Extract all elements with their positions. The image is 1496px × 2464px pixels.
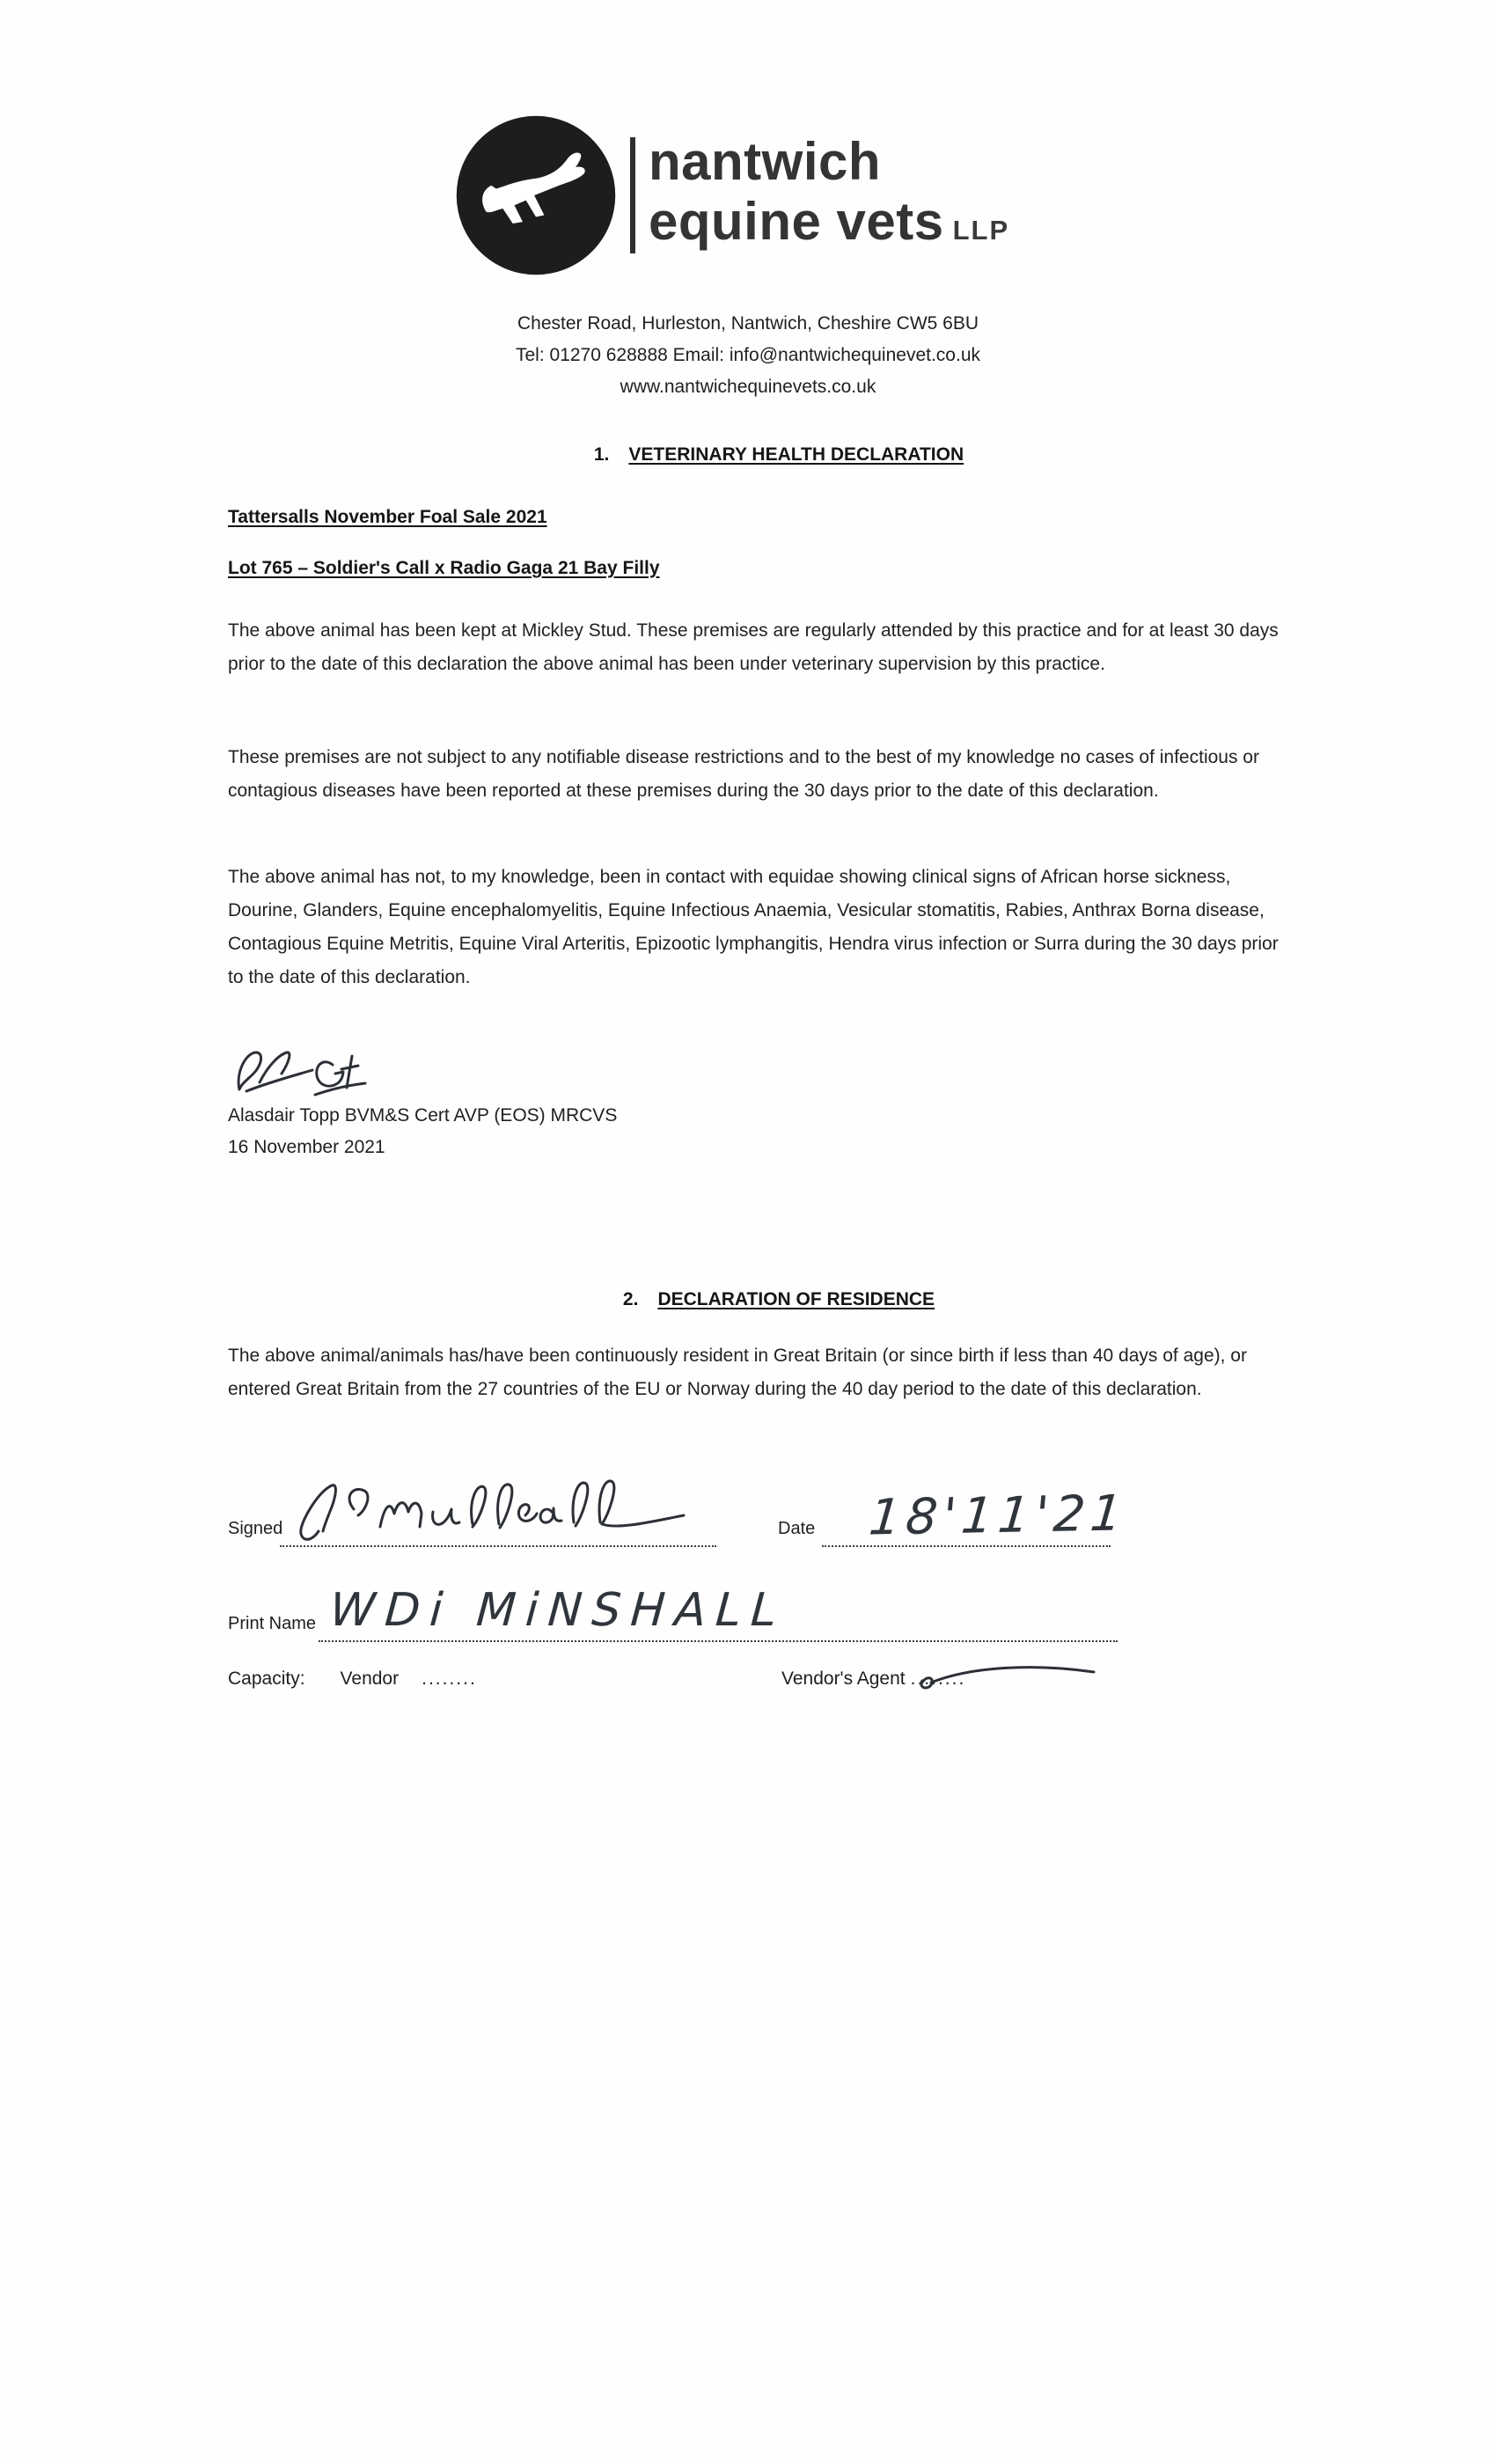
vendor-agent-label: Vendor's Agent <box>781 1668 906 1689</box>
date-label: Date <box>778 1519 816 1538</box>
section2-number: 2. <box>622 1289 639 1309</box>
section2-title: DECLARATION OF RESIDENCE <box>657 1289 935 1309</box>
date-dotted-line <box>822 1545 1111 1547</box>
section1-title: VETERINARY HEALTH DECLARATION <box>628 444 964 465</box>
signed-label: Signed <box>228 1519 283 1538</box>
section1-paragraph-3: The above animal has not, to my knowledge, been in contact with equidae showing clinical signs of African horse sickness, Dourine, Glanders, Equine encephalomyelitis, Equine Infectious Anaemia, Vesicular stomatitis, Rabies, Anthrax Borna disease, Contagious Equine Metritis, Equine Viral Arteritis, Epizootic lymphangitis, Hendra virus infection or Surra during the 30 days prior to the date of this declaration. <box>228 867 1279 987</box>
vendor-option-label: Vendor <box>340 1668 400 1689</box>
clinic-contact-line: Tel: 01270 628888 Email: info@nantwichequinevet.co.uk <box>516 345 980 365</box>
leaping-horse-logo-icon <box>453 113 619 278</box>
vendor-dots: ........ <box>422 1668 477 1689</box>
clinic-address-block <box>0 308 1496 403</box>
capacity-row <box>228 1668 477 1690</box>
clinic-address-line: Chester Road, Hurleston, Nantwich, Cheshire CW5 6BU <box>517 313 979 334</box>
brand-suffix: LLP <box>952 215 1010 246</box>
section1-paragraph-2: These premises are not subject to any notifiable disease restrictions and to the best of my knowledge no cases of infectious or contagious diseases have been reported at these premises during the 30 days prior to the date of this declaration. <box>228 747 1259 801</box>
lot-title: Lot 765 – Soldier's Call x Radio Gaga 21 Bay Filly <box>228 558 660 578</box>
section1-paragraph-1: The above animal has been kept at Mickley Stud. These premises are regularly attended by this practice and for at least 30 days prior to the date of this declaration the above animal has been under veterinary supervision by this practice. <box>228 620 1279 674</box>
brand-line2: equine vets LLP <box>649 192 1010 251</box>
vet-name-line: Alasdair Topp BVM&S Cert AVP (EOS) MRCVS <box>228 1105 618 1126</box>
section2-paragraph: The above animal/animals has/have been continuously resident in Great Britain (or since birth if less than 40 days of age), or entered Great Britain from the 27 countries of the EU or Norway during the 40 day period to the date of this declaration. <box>228 1346 1247 1399</box>
print-name-dotted-line <box>319 1640 1118 1642</box>
vendor-signature-ink <box>292 1470 706 1553</box>
vendor-agent-tick-ink <box>910 1658 1098 1697</box>
vet-signature-ink <box>229 1038 374 1107</box>
clinic-website-line: www.nantwichequinevets.co.uk <box>620 377 876 397</box>
capacity-label: Capacity: <box>228 1668 305 1689</box>
section2-heading <box>0 1289 1496 1310</box>
print-name-handwritten: WDi MiNSHALL <box>327 1584 788 1637</box>
logo-divider-bar <box>630 137 635 253</box>
section1-number: 1. <box>593 444 610 465</box>
vet-date-line: 16 November 2021 <box>228 1137 385 1157</box>
vendor-agent-dots: ........ <box>910 1668 966 1689</box>
clinic-brand-name <box>649 132 1009 260</box>
section1-heading <box>0 444 1496 466</box>
print-name-label: Print Name <box>228 1614 317 1633</box>
brand-line1: nantwich <box>649 132 882 191</box>
sale-title: Tattersalls November Foal Sale 2021 <box>228 507 547 527</box>
date-handwritten: 18'11'21 <box>866 1485 1130 1547</box>
